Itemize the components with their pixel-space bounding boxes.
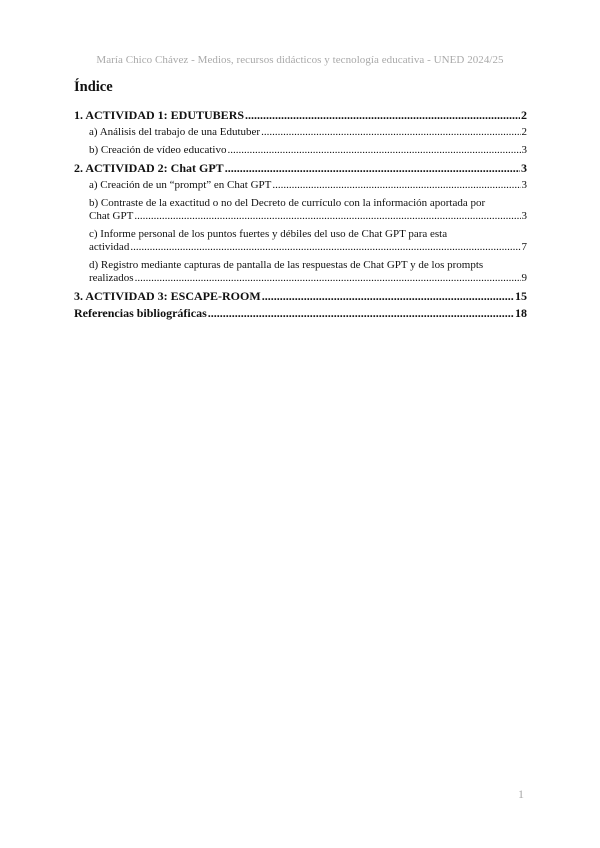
- toc-entry-registro-capturas[interactable]: [74, 259, 527, 285]
- dot-leader: [261, 126, 520, 139]
- toc-entry-label-line1: c) Informe personal de los puntos fuertes y débiles del uso de Chat GPT para esta: [89, 228, 448, 240]
- toc-entry-actividad-1[interactable]: [74, 109, 527, 122]
- toc-entry-label-line1: b) Contraste de la exactitud o no del Decreto de currículo con la información aportada por: [89, 197, 486, 209]
- toc-entry-label: realizados: [89, 272, 134, 284]
- toc-entry-page: 3: [521, 179, 527, 191]
- dot-leader: [208, 307, 514, 320]
- toc-entry-analisis-edutuber[interactable]: [74, 126, 527, 139]
- toc-entry-label: actividad: [89, 241, 130, 253]
- toc-title: Índice: [74, 79, 113, 95]
- toc-entry-informe-personal[interactable]: [74, 228, 527, 254]
- toc-entry-label: 1. ACTIVIDAD 1: EDUTUBERS: [74, 108, 245, 122]
- toc-entry-page: 7: [521, 241, 527, 253]
- toc-entry-label: 2. ACTIVIDAD 2: Chat GPT: [74, 161, 224, 175]
- dot-leader: [227, 144, 520, 157]
- toc-entry-label: 3. ACTIVIDAD 3: ESCAPE-ROOM: [74, 289, 261, 303]
- dot-leader: [130, 241, 520, 254]
- dot-leader: [245, 109, 520, 122]
- toc-entry-label: Chat GPT: [89, 210, 134, 222]
- toc-entry-actividad-3[interactable]: [74, 290, 527, 303]
- toc-entry-creacion-video[interactable]: [74, 144, 527, 157]
- toc-entry-actividad-2[interactable]: [74, 162, 527, 175]
- toc-entry-page: 9: [521, 272, 527, 284]
- table-of-contents: [74, 109, 527, 324]
- toc-entry-page: 2: [521, 108, 527, 122]
- toc-entry-creacion-prompt[interactable]: [74, 179, 527, 192]
- dot-leader: [262, 290, 514, 303]
- dot-leader: [272, 179, 520, 192]
- toc-entry-page: 18: [515, 306, 527, 320]
- toc-entry-label: a) Creación de un “prompt” en Chat GPT: [89, 179, 272, 191]
- toc-entry-page: 3: [521, 144, 527, 156]
- dot-leader: [225, 162, 520, 175]
- toc-entry-label: Referencias bibliográficas: [74, 306, 207, 320]
- page-number: 1: [518, 787, 524, 801]
- dot-leader: [134, 210, 520, 223]
- toc-entry-label: b) Creación de vídeo educativo: [89, 144, 227, 156]
- toc-entry-page: 3: [521, 161, 527, 175]
- toc-entry-label: a) Análisis del trabajo de una Edutuber: [89, 126, 261, 138]
- toc-entry-label-line1: d) Registro mediante capturas de pantalla de las respuestas de Chat GPT y de los prompts: [89, 259, 484, 271]
- page-header: María Chico Chávez - Medios, recursos didácticos y tecnología educativa - UNED 2024/25: [96, 54, 504, 66]
- toc-entry-page: 15: [515, 289, 527, 303]
- toc-entry-page: 2: [521, 126, 527, 138]
- toc-entry-referencias[interactable]: [74, 307, 527, 320]
- toc-entry-contraste-decreto[interactable]: [74, 197, 527, 223]
- toc-entry-page: 3: [521, 210, 527, 222]
- dot-leader: [135, 272, 521, 285]
